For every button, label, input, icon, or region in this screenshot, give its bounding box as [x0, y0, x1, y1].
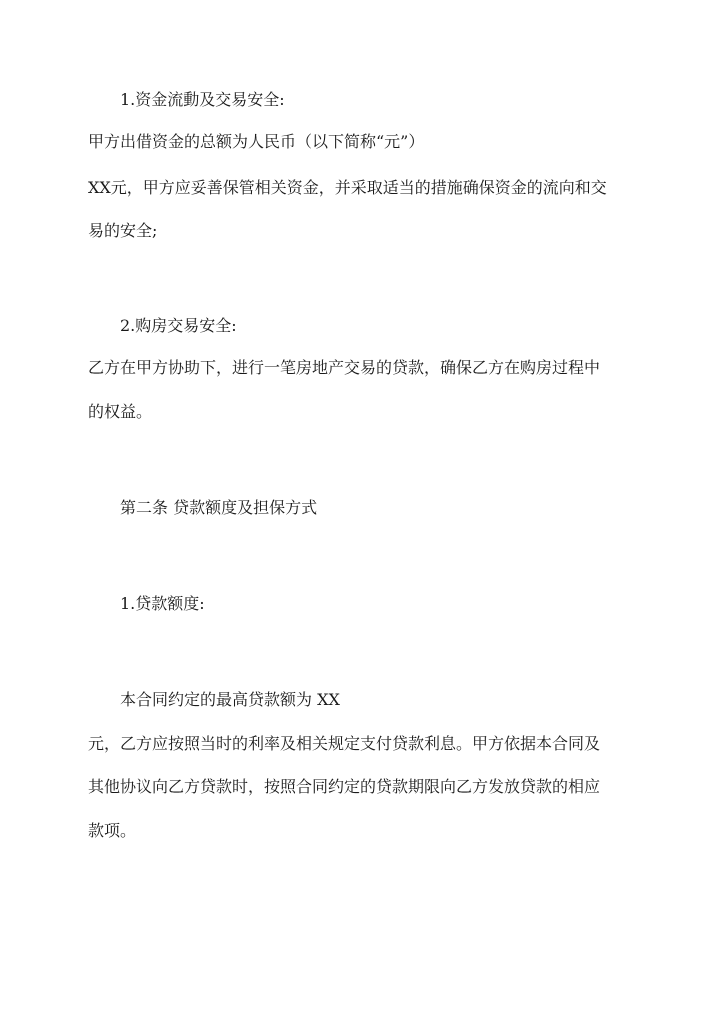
section-heading-loan-amount: 1.贷款额度:	[120, 594, 205, 613]
paragraph-line: 甲方出借资金的总额为人民币（以下简称“元”）	[88, 132, 425, 151]
section-heading-purchase-safety: 2.购房交易安全:	[120, 316, 237, 335]
paragraph-line: 乙方在甲方协助下，进行一笔房地产交易的贷款，确保乙方在购房过程中	[88, 358, 601, 377]
paragraph-line: 其他协议向乙方贷款时，按照合同约定的贷款期限向乙方发放贷款的相应	[88, 777, 601, 796]
paragraph-line: XX元，甲方应妥善保管相关资金，并采取适当的措施确保资金的流向和交	[88, 178, 607, 197]
paragraph-line: 款项。	[88, 821, 137, 840]
paragraph-line: 元，乙方应按照当时的利率及相关规定支付贷款利息。甲方依据本合同及	[88, 734, 601, 753]
paragraph-line: 本合同约定的最高贷款额为 XX	[120, 690, 340, 709]
paragraph-line: 易的安全;	[88, 221, 158, 240]
section-heading-funds-safety: 1.资金流動及交易安全:	[120, 90, 285, 109]
paragraph-line: 的权益。	[88, 402, 153, 421]
article-heading: 第二条 贷款额度及担保方式	[120, 498, 318, 517]
